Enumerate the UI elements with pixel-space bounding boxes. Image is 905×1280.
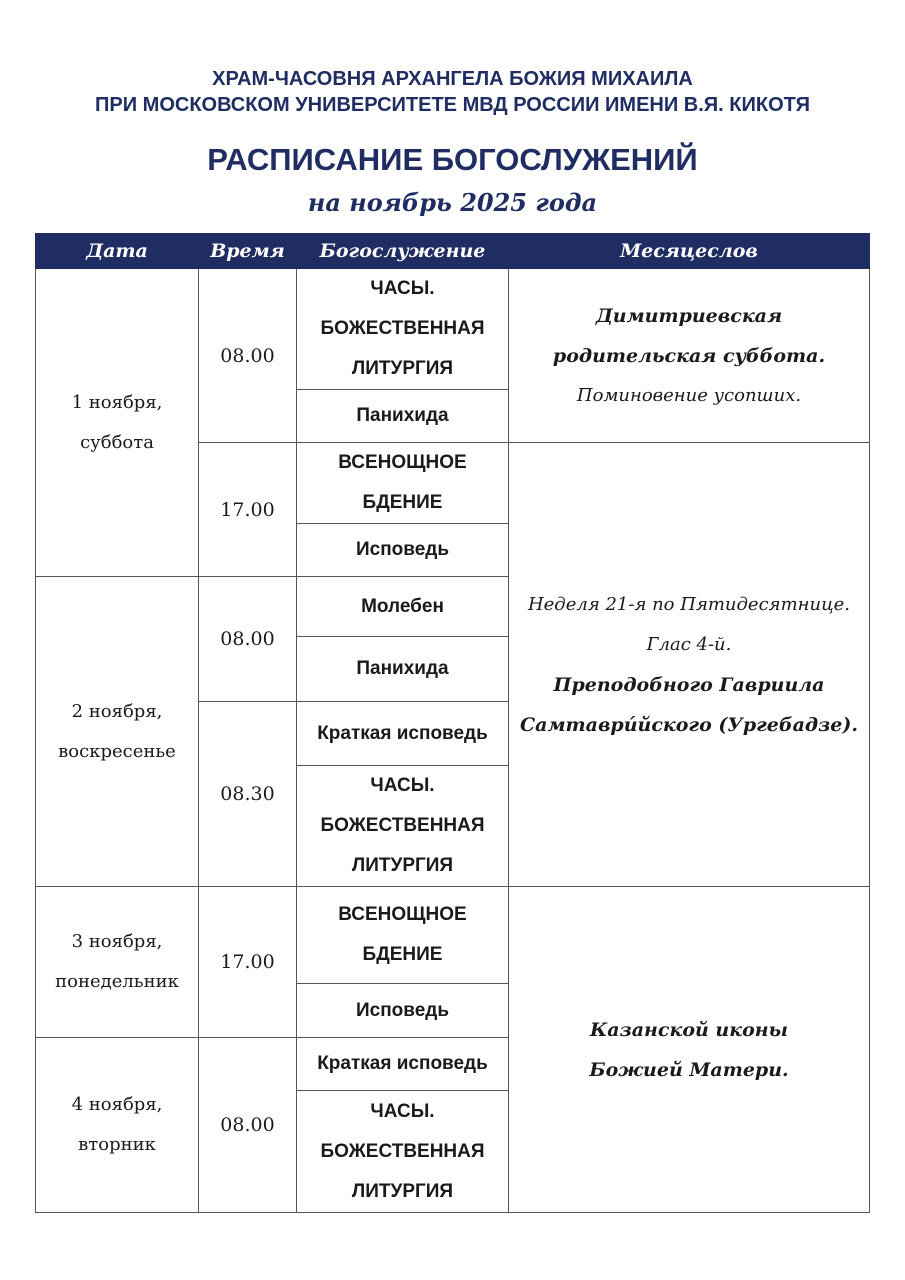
church-name-line2: ПРИ МОСКОВСКОМ УНИВЕРСИТЕТЕ МВД РОССИИ ИМЕНИ В.Я. КИКОТЯ (95, 94, 810, 116)
calendar-line: Глас 4-й. (646, 633, 732, 655)
date-cell (36, 887, 199, 1038)
calendar-line: Неделя 21-я по Пятидесятнице. (527, 593, 851, 615)
col-header-service: Богослужение (297, 234, 509, 269)
time-cell: 08.00 (199, 1038, 297, 1213)
service-line: БДЕНИЕ (362, 492, 443, 513)
table-row (36, 887, 870, 984)
time-cell: 08.00 (199, 269, 297, 443)
service-cell (297, 766, 509, 887)
table-row (36, 269, 870, 390)
service-line: ЛИТУРГИЯ (351, 855, 454, 876)
service-cell (297, 443, 509, 524)
date-weekday: вторник (78, 1134, 156, 1155)
page-subtitle: на ноябрь 2025 года (307, 188, 598, 217)
schedule-table (35, 233, 870, 1213)
col-header-calendar: Месяцеслов (509, 234, 870, 269)
service-line: ЧАСЫ. (370, 278, 435, 299)
time-cell: 08.30 (199, 702, 297, 887)
col-header-time: Время (199, 234, 297, 269)
calendar-line: Поминовение усопших. (576, 384, 802, 406)
service-cell: Панихида (297, 637, 509, 702)
time-cell: 17.00 (199, 443, 297, 577)
service-cell (297, 887, 509, 984)
service-cell (297, 269, 509, 390)
date-day: 3 ноября, (71, 931, 163, 952)
date-weekday: воскресенье (58, 740, 176, 762)
time-cell: 17.00 (199, 887, 297, 1038)
calendar-cell (509, 443, 870, 887)
calendar-cell (509, 887, 870, 1213)
date-day: 4 ноября, (71, 1094, 163, 1115)
calendar-line: Преподобного Гавриила (553, 673, 825, 696)
service-line: БОЖЕСТВЕННАЯ (320, 815, 485, 836)
date-day: 2 ноября, (71, 700, 163, 722)
church-name-line1: ХРАМ-ЧАСОВНЯ АРХАНГЕЛА БОЖИЯ МИХАИЛА (212, 68, 693, 90)
calendar-line: Димитриевская (595, 304, 783, 327)
calendar-cell (509, 269, 870, 443)
date-weekday: суббота (80, 431, 154, 453)
service-line: ЧАСЫ. (370, 1100, 435, 1122)
service-cell: Панихида (297, 390, 509, 443)
service-line: ЛИТУРГИЯ (351, 1180, 454, 1202)
service-line: БОЖЕСТВЕННАЯ (320, 318, 485, 339)
calendar-line: родительская суббота. (552, 344, 826, 367)
service-cell: Краткая исповедь (297, 702, 509, 766)
calendar-line: Самтаври́йского (Ургебадзе). (520, 713, 858, 736)
time-cell: 08.00 (199, 577, 297, 702)
col-header-date: Дата (36, 234, 199, 269)
calendar-line: Божией Матери. (589, 1058, 789, 1081)
service-cell: Краткая исповедь (297, 1038, 509, 1091)
calendar-line: Казанской иконы (590, 1018, 788, 1041)
date-weekday: понедельник (55, 971, 179, 992)
service-line: ЧАСЫ. (370, 775, 435, 796)
table-header-row (36, 234, 870, 269)
date-cell (36, 577, 199, 887)
service-line: БДЕНИЕ (362, 944, 443, 965)
service-line: ВСЕНОЩНОЕ (338, 904, 467, 925)
service-line: ВСЕНОЩНОЕ (338, 452, 467, 473)
service-cell: Молебен (297, 577, 509, 637)
page-title: РАСПИСАНИЕ БОГОСЛУЖЕНИЙ (207, 142, 698, 177)
date-cell (36, 269, 199, 577)
service-cell (297, 1091, 509, 1213)
service-cell: Исповедь (297, 524, 509, 577)
date-day: 1 ноября, (71, 391, 163, 413)
service-line: ЛИТУРГИЯ (351, 358, 454, 379)
service-cell: Исповедь (297, 984, 509, 1038)
date-cell (36, 1038, 199, 1213)
service-line: БОЖЕСТВЕННАЯ (320, 1140, 485, 1162)
